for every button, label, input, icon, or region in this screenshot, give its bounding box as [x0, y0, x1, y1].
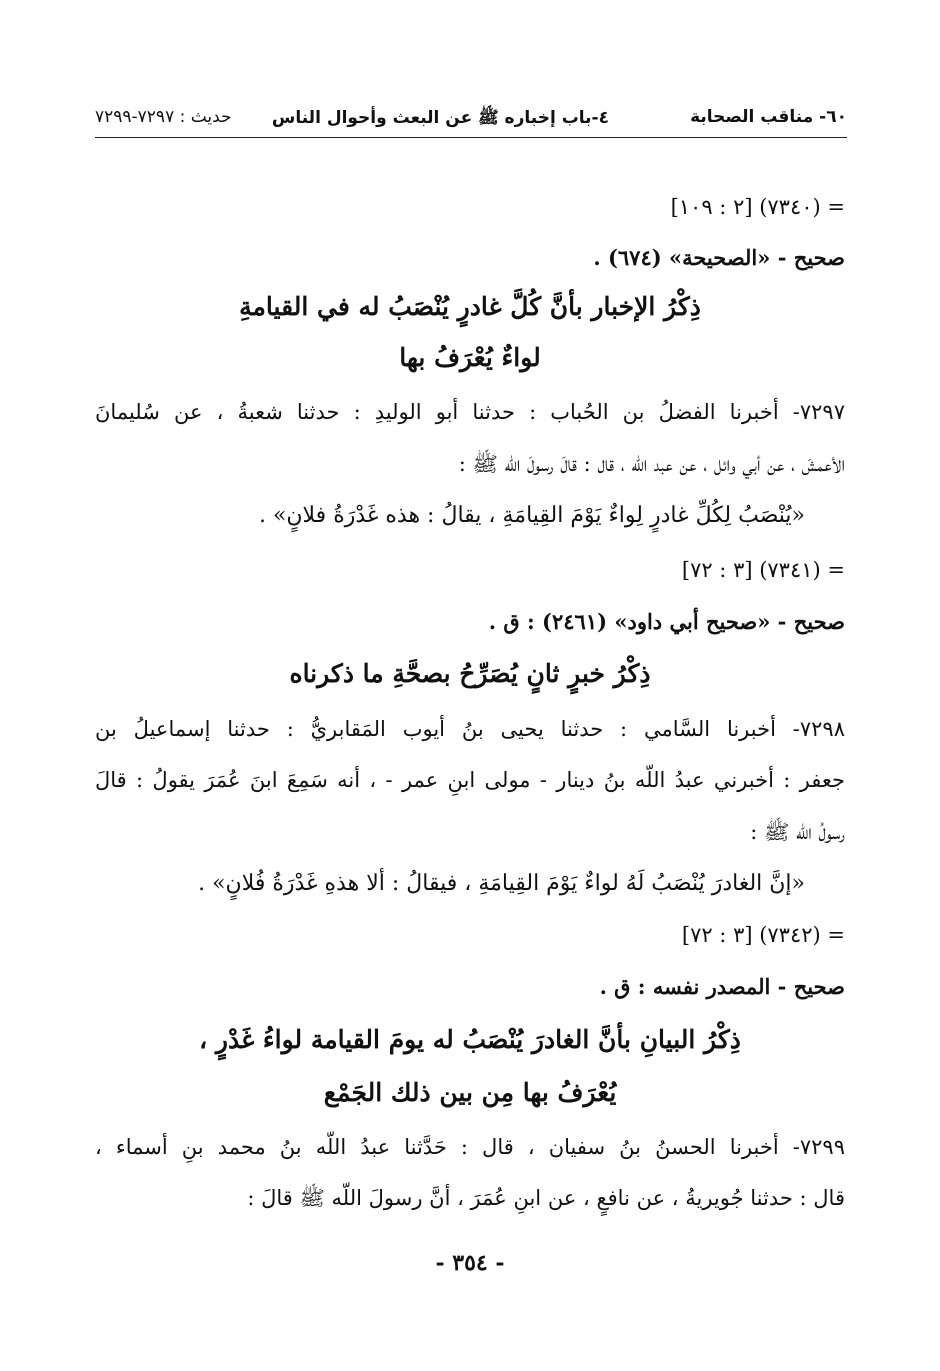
section-heading-cont: يُعْرَفُ بها مِن بين ذلك الجَمْع	[323, 1078, 617, 1107]
running-header	[95, 103, 847, 135]
hadith-text: قال : حدثنا جُويريةُ ، عن نافعٍ ، عن ابنِ عُمَرَ ، أنَّ رسولَ اللّه ﷺ قالَ :	[247, 1186, 845, 1210]
grading-note: صحيح - المصدر نفسه : ق .	[599, 974, 845, 999]
hadith-text: ٧٢٩٩- أخبرنا الحسنُ بنُ سفيان ، قال : حَدَّثنا عبدُ اللّه بنُ محمد بنِ أسماء ،	[95, 1135, 845, 1159]
hadith-matn: «إنَّ الغادرَ يُنْصَبُ لَهُ لواءٌ يَوْمَ القِيامَةِ ، فيقالُ : ألا هذهِ غَدْرَةُ فُلانٍ» .	[198, 871, 805, 896]
grading-note: صحيح - «صحيح أبي داود» (٢٤٦١) : ق .	[488, 609, 845, 634]
section-heading: ذِكْرُ البيانِ بأنَّ الغادرَ يُنْصَبُ له يومَ القيامة لواءُ غَدْرٍ ،	[199, 1025, 741, 1054]
section-heading: ذِكْرُ الإخبار بأنَّ كُلَّ غادرٍ يُنْصَبُ له في القيامةِ	[239, 292, 701, 321]
section-heading-cont: لواءٌ يُعْرَفُ بها	[399, 343, 541, 372]
cross-reference: = (٧٣٤١) [٣ : ٧٢]	[681, 558, 845, 582]
hadith-text: ٧٢٩٨- أخبرنا السَّامي : حدثنا يحيى بنُ أيوب المَقابريُّ : حدثنا إسماعيلُ بن	[95, 717, 845, 741]
hadith-text: رسولُ اللّه ﷺ :	[750, 820, 845, 844]
header-hadith-range: حديث : ٧٢٩٧-٧٢٩٩	[95, 107, 232, 127]
cross-reference: = (٧٣٤٢) [٣ : ٧٢]	[681, 923, 845, 947]
header-section: ٤-باب إخباره ﷺ عن البعث وأحوال الناس	[271, 108, 609, 128]
page-number: - ٣٥٤ -	[435, 1250, 505, 1276]
hadith-text: جعفر : أخبرني عبدُ اللّه بنُ دينار - مولى ابنِ عمر - ، أنه سَمِعَ ابنَ عُمَرَ يقولُ : قالَ	[95, 768, 845, 792]
hadith-matn: «يُنْصَبُ لِكُلِّ غادرٍ لِواءٌ يَوْمَ القِيامَةِ ، يقالُ : هذه غَدْرَةُ فلانٍ» .	[258, 503, 805, 528]
section-heading: ذِكْرُ خبرٍ ثانٍ يُصَرِّحُ بصحَّةِ ما ذكرناه	[289, 659, 651, 688]
header-chapter: ٦٠- مناقب الصحابة	[690, 107, 847, 127]
hadith-text: الأعمشَ ، عن أبي وائل ، عن عبد اللّه ، قال : قالَ رسولَ اللّه ﷺ :	[458, 452, 845, 476]
cross-reference: = (٧٣٤٠) [٢ : ١٠٩]	[670, 195, 845, 219]
header-rule	[95, 137, 847, 138]
grading-note: صحيح - «الصحيحة» (٦٧٤) .	[593, 245, 845, 270]
hadith-text: ٧٢٩٧- أخبرنا الفضلُ بن الحُباب : حدثنا أبو الوليدِ : حدثنا شعبةُ ، عن سُليمانَ	[95, 400, 845, 424]
